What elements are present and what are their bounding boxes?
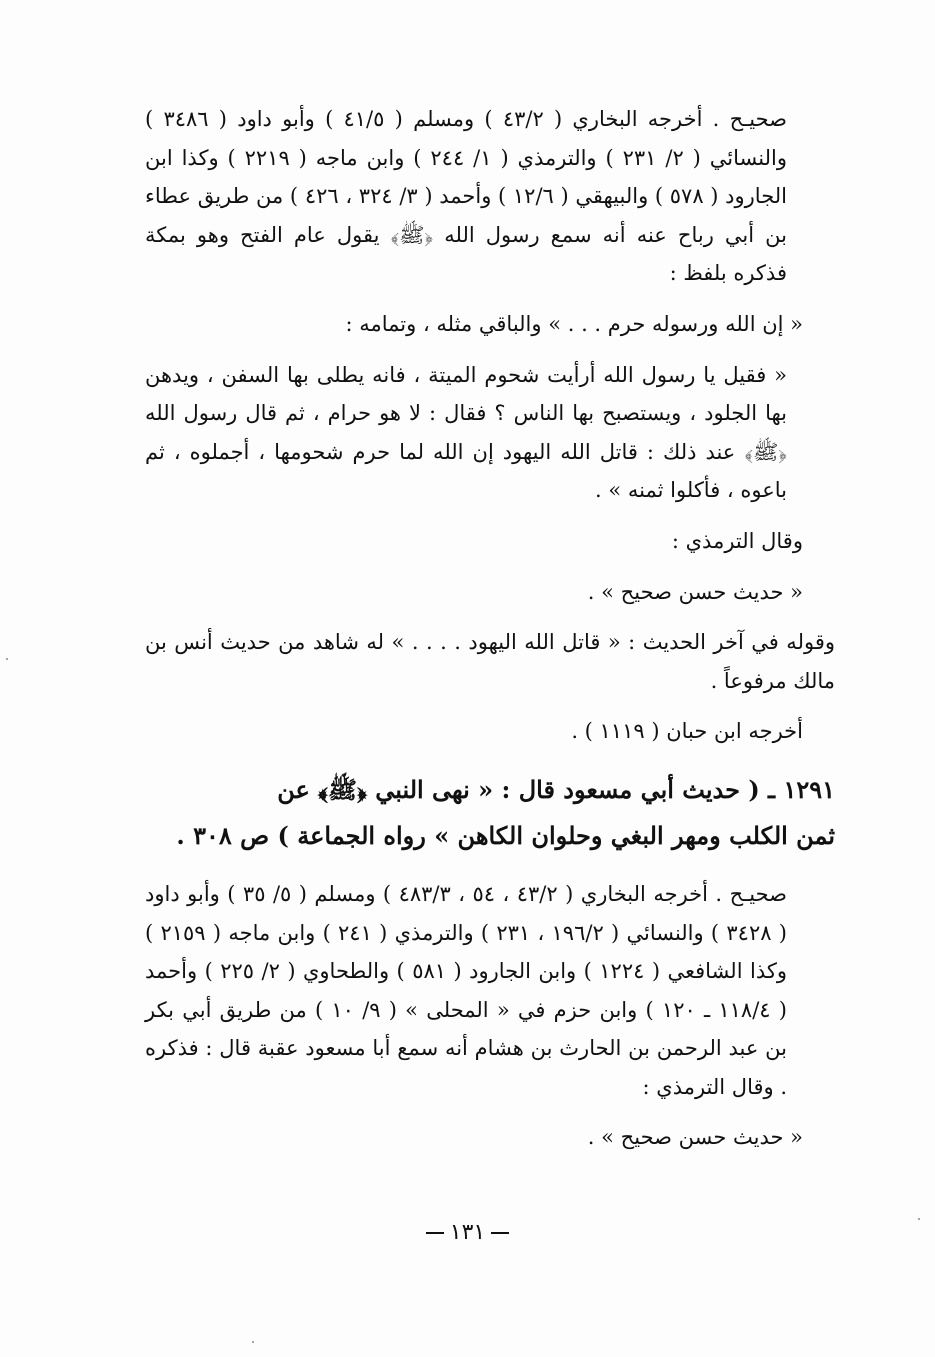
grading-quote-2: « حديث حسن صحيح » . [587, 1125, 803, 1150]
page-number-footer [0, 1220, 935, 1245]
tirmidhi-statement: وقال الترمذي : [671, 528, 803, 553]
hadith-heading [145, 767, 835, 859]
scan-speck [252, 1341, 254, 1343]
hadith-quote: « إن الله ورسوله حرم . . . » والباقي مثله ، وتمامه : [345, 311, 803, 336]
takhrij-paragraph-2: صحيـح . أخرجه البخاري ( ٤٣/٢ ، ٥٤ ، ٤٨٣/٣ ) ومسلم ( ٥/ ٣٥ ) وأبو داود ( ٣٤٢٨ ) والنسائي ( ١٩٦/٢ ، ٢٣١ ) والترمذي ( ٢٤١ ) وابن ماجه ( ٢١٥٩ ) وكذا الشافعي ( ١٢٢٤ ) وابن الجارود ( ٥٨١ ) والطحاوي ( ٢/ ٢٢٥ ) وأحمد ( ١١٨/٤ ـ ١٢٠ ) وابن حزم في « المحلى » ( ٩/ ١٠ ) من طريق أبي بكر بن عبد الرحمن بن الحارث بن هشام أنه سمع أبا مسعود عقبة قال : فذكره . وقال الترمذي : [145, 881, 787, 1099]
scan-speck [918, 1218, 920, 1220]
shahid-paragraph: وقوله في آخر الحديث : « قاتل الله اليهود . . . . » له شاهد من حديث أنس بن مالك مرفوعاً . [145, 630, 835, 693]
takhrij-paragraph: صحيـح . أخرجه البخاري ( ٤٣/٢ ) ومسلم ( ٤١/٥ ) وأبو داود ( ٣٤٨٦ ) والنسائي ( ٢/ ٢٣١ ) والترمذي ( ١/ ٢٤٤ ) وابن ماجه ( ٢٢١٩ ) وكذا ابن الجارود ( ٥٧٨ ) والبيهقي ( ١٢/٦ ) وأحمد ( ٣/ ٣٢٤ ، ٤٢٦ ) من طريق عطاء بن أبي رباح عنه أنه سمع رسول الله ﴿ﷺ﴾ يقول عام الفتح وهو بمكة فذكره بلفظ : [144, 107, 787, 286]
dash-left [491, 1232, 509, 1234]
hadith-continuation: « فقيل يا رسول الله أرأيت شحوم الميتة ، فانه يطلى بها السفن ، ويدهن بها الجلود ، ويستصبح بها الناس ؟ فقال : لا هو حرام ، ثم قال رسول الله ﴿ﷺ﴾ عند ذلك : قاتل الله اليهود إن الله لما حرم شحومها ، أجملوه ، ثم باعوه ، فأكلوا ثمنه » . [145, 362, 787, 503]
hadith-heading-line2: ثمن الكلب ومهر البغي وحلوان الكاهن » رواه الجماعة ) ص ٣٠٨ . [176, 820, 835, 850]
grading-quote: « حديث حسن صحيح » . [587, 579, 803, 604]
scan-speck [6, 658, 8, 660]
page-number: ١٣١ [449, 1220, 486, 1245]
dash-right [426, 1232, 444, 1234]
hadith-heading-line1: ١٢٩١ ـ ( حديث أبي مسعود قال : « نهى النبي ﴿ﷺ﴾ عن [277, 774, 835, 804]
page-body [145, 100, 835, 1157]
ibn-hibban-reference: أخرجه ابن حبان ( ١١١٩ ) . [571, 719, 803, 744]
